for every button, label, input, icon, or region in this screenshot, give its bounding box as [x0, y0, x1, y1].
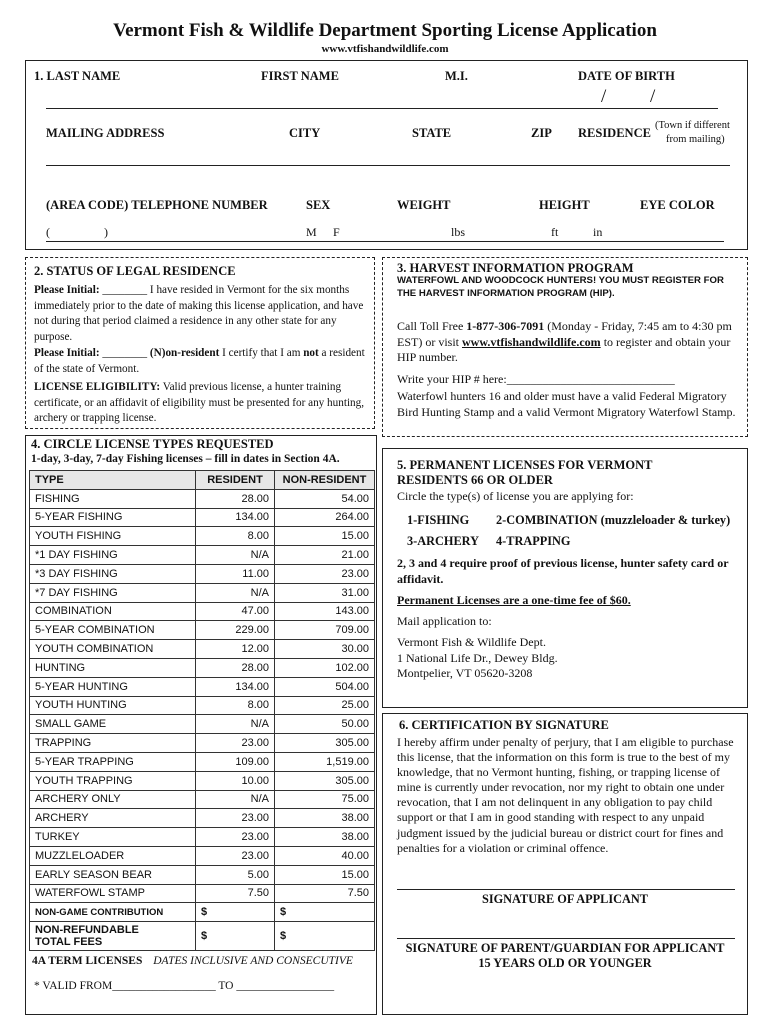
resident-initial-label: Please Initial:: [34, 284, 100, 296]
permanent-fee-note: Permanent Licenses are a one-time fee of $60.: [397, 593, 631, 607]
resident-fee-cell: 47.00: [196, 602, 275, 621]
nonresident-fee-cell: 143.00: [275, 602, 375, 621]
nonresident-label: (N)on-resident: [149, 347, 220, 359]
term-licenses-label: 4A TERM LICENSES: [32, 955, 143, 967]
resident-fee-cell: 23.00: [196, 846, 275, 865]
license-type-cell: 5-YEAR FISHING: [30, 508, 196, 527]
resident-fee-cell: 229.00: [196, 621, 275, 640]
table-row[interactable]: [30, 884, 375, 903]
lbs-unit: lbs: [451, 225, 466, 239]
nonresident-fee-cell: 30.00: [275, 640, 375, 659]
eye-color-label: EYE COLOR: [640, 198, 715, 212]
hip-number-field[interactable]: ____________________________: [506, 372, 675, 386]
phone-paren-close: ): [104, 225, 108, 239]
mail-application-label: Mail application to:: [397, 614, 492, 628]
phone-label: (AREA CODE) TELEPHONE NUMBER: [46, 198, 268, 212]
nongame-nonresident-field[interactable]: $: [275, 903, 375, 922]
nonresident-paragraph: [34, 346, 368, 377]
nonresident-initial-label: Please Initial:: [34, 347, 100, 359]
license-fee-table: [29, 470, 375, 951]
resident-fee-cell: 109.00: [196, 752, 275, 771]
license-type-cell: EARLY SEASON BEAR: [30, 865, 196, 884]
nonresident-initial-field[interactable]: ________: [102, 347, 148, 359]
nongame-row[interactable]: [30, 903, 375, 922]
hip-warning: WATERFOWL AND WOODCOCK HUNTERS! YOU MUST REGISTER FOR THE HARVEST INFORMATION PROGRAM (HIP).: [397, 275, 724, 299]
nonresident-fee-cell: 102.00: [275, 658, 375, 677]
parent-signature-line[interactable]: [397, 938, 735, 939]
total-fees-resident[interactable]: $: [196, 922, 275, 951]
license-type-cell: YOUTH TRAPPING: [30, 771, 196, 790]
col-type-header: TYPE: [30, 471, 196, 490]
last-name-label: 1. LAST NAME: [34, 69, 121, 83]
license-type-cell: 5-YEAR COMBINATION: [30, 621, 196, 640]
table-row[interactable]: [30, 508, 375, 527]
license-type-cell: *1 DAY FISHING: [30, 546, 196, 565]
city-label: CITY: [289, 126, 321, 140]
table-row[interactable]: [30, 790, 375, 809]
phone-info-input-line[interactable]: [46, 241, 724, 242]
zip-label: ZIP: [531, 126, 552, 140]
height-label: HEIGHT: [539, 198, 590, 212]
nonresident-fee-cell: 54.00: [275, 489, 375, 508]
resident-fee-cell: 28.00: [196, 489, 275, 508]
valid-to-label: TO: [218, 980, 234, 992]
state-label: STATE: [412, 126, 452, 140]
term-licenses-note: DATES INCLUSIVE AND CONSECUTIVE: [153, 955, 353, 967]
applicant-signature-line[interactable]: [397, 889, 735, 890]
hip-call-a: Call Toll Free: [397, 319, 464, 333]
nonresident-text-a: I certify that I am: [222, 347, 301, 359]
license-type-cell: FISHING: [30, 489, 196, 508]
applicant-signature-label: SIGNATURE OF APPLICANT: [481, 892, 649, 906]
certification-text: I hereby affirm under penalty of perjury, that I am eligible to purchase this license, that the information on this form is true to the best of my knowledge, that no Vermont hunting, fishing, or trapping license of mine is currently under revocation, nor my right to obtain one under revocation, that I am not delinquent in any obligation to pay child support or that I am in good standing with respect to any unpaid judgment issued by the judicial bureau or district court for fines and penalties for a violation or criminal offence.: [397, 735, 734, 855]
hip-call-b: (Monday - Friday, 7:45 am to 4:30 pm EST) or visit: [397, 319, 732, 349]
license-type-cell: WATERFOWL STAMP: [30, 884, 196, 903]
dob-slash-2: /: [650, 86, 656, 107]
nonresident-fee-cell: 305.00: [275, 734, 375, 753]
resident-fee-cell: 10.00: [196, 771, 275, 790]
nonresident-fee-cell: 1,519.00: [275, 752, 375, 771]
permanent-archery-option[interactable]: 3-ARCHERY: [407, 534, 479, 548]
ft-unit: ft: [551, 225, 559, 239]
hip-phone-number[interactable]: 1-877-306-7091: [466, 319, 545, 333]
mailing-address-label: MAILING ADDRESS: [46, 126, 165, 140]
valid-dates-row: [34, 980, 334, 992]
table-row[interactable]: [30, 602, 375, 621]
total-fees-label-2: TOTAL FEES: [35, 936, 103, 949]
valid-to-field[interactable]: _________________: [236, 980, 335, 992]
license-type-cell: YOUTH HUNTING: [30, 696, 196, 715]
resident-fee-cell: 134.00: [196, 508, 275, 527]
residence-label: RESIDENCE: [578, 126, 651, 140]
table-header-row: [30, 471, 375, 490]
nonresident-fee-cell: 21.00: [275, 546, 375, 565]
license-type-cell: TRAPPING: [30, 734, 196, 753]
hip-call-paragraph: [397, 319, 741, 366]
section-2-heading: 2. STATUS OF LEGAL RESIDENCE: [34, 264, 236, 278]
total-fees-row: [30, 922, 375, 951]
nonresident-fee-cell: 504.00: [275, 677, 375, 696]
hip-call-c: to register and obtain your HIP number.: [397, 334, 731, 365]
table-row[interactable]: [30, 583, 375, 602]
resident-fee-cell: 23.00: [196, 828, 275, 847]
section-5-heading-2: RESIDENTS 66 OR OLDER: [397, 473, 553, 487]
weight-label: WEIGHT: [397, 198, 451, 212]
table-row[interactable]: [30, 546, 375, 565]
nonresident-fee-cell: 23.00: [275, 564, 375, 583]
residence-note-1: (Town if different: [655, 120, 730, 131]
resident-fee-cell: 28.00: [196, 658, 275, 677]
license-table-body: [30, 489, 375, 903]
section-4-subheading: 1-day, 3-day, 7-day Fishing licenses – fill in dates in Section 4A.: [31, 453, 340, 465]
table-row[interactable]: [30, 846, 375, 865]
nonresident-fee-cell: 305.00: [275, 771, 375, 790]
col-nonresident-header: NON-RESIDENT: [275, 471, 375, 490]
dob-label: DATE OF BIRTH: [578, 69, 675, 83]
resident-fee-cell: 5.00: [196, 865, 275, 884]
section-5-heading-1: 5. PERMANENT LICENSES FOR VERMONT: [397, 458, 653, 472]
resident-fee-cell: 8.00: [196, 527, 275, 546]
license-type-cell: YOUTH COMBINATION: [30, 640, 196, 659]
total-fees-label: [30, 922, 196, 951]
table-row[interactable]: [30, 809, 375, 828]
resident-fee-cell: 7.50: [196, 884, 275, 903]
table-row[interactable]: [30, 564, 375, 583]
license-type-cell: 5-YEAR HUNTING: [30, 677, 196, 696]
table-row[interactable]: [30, 752, 375, 771]
resident-fee-cell: 23.00: [196, 734, 275, 753]
permanent-proof-note: 2, 3 and 4 require proof of previous license, hunter safety card or affidavit.: [397, 556, 729, 586]
nonresident-fee-cell: 25.00: [275, 696, 375, 715]
section-6-heading: 6. CERTIFICATION BY SIGNATURE: [399, 718, 609, 732]
sex-f-option[interactable]: F: [333, 225, 340, 239]
section-4-heading: 4. CIRCLE LICENSE TYPES REQUESTED: [31, 437, 274, 451]
nonresident-fee-cell: 50.00: [275, 715, 375, 734]
resident-fee-cell: N/A: [196, 715, 275, 734]
name-dob-input-line[interactable]: [46, 108, 718, 109]
mi-label: M.I.: [445, 69, 468, 83]
license-type-cell: HUNTING: [30, 658, 196, 677]
resident-fee-cell: N/A: [196, 546, 275, 565]
eligibility-paragraph: [34, 380, 368, 427]
license-type-cell: *7 DAY FISHING: [30, 583, 196, 602]
license-type-cell: MUZZLELOADER: [30, 846, 196, 865]
col-resident-header: RESIDENT: [196, 471, 275, 490]
nonresident-fee-cell: 15.00: [275, 865, 375, 884]
table-row[interactable]: [30, 640, 375, 659]
license-type-cell: SMALL GAME: [30, 715, 196, 734]
mail-address-line-2: 1 National Life Dr., Dewey Bldg.: [397, 651, 558, 665]
total-fees-nonresident[interactable]: $: [275, 922, 375, 951]
table-row[interactable]: [30, 715, 375, 734]
nonresident-fee-cell: 38.00: [275, 809, 375, 828]
hip-website-link[interactable]: www.vtfishandwildlife.com: [462, 334, 601, 349]
nonresident-fee-cell: 15.00: [275, 527, 375, 546]
table-row[interactable]: [30, 527, 375, 546]
nonresident-fee-cell: 264.00: [275, 508, 375, 527]
nonresident-fee-cell: 40.00: [275, 846, 375, 865]
resident-fee-cell: 11.00: [196, 564, 275, 583]
table-row[interactable]: [30, 734, 375, 753]
table-row[interactable]: [30, 865, 375, 884]
first-name-label: FIRST NAME: [261, 69, 339, 83]
stamp-paragraph: Waterfowl hunters 16 and older must have a valid Federal Migratory Bird Hunting Stamp and a valid Vermont Migratory Waterfowl Stamp.: [397, 389, 736, 419]
nonresident-not: not: [303, 347, 319, 359]
permanent-fishing-option[interactable]: 1-FISHING: [407, 513, 470, 527]
in-unit: in: [593, 225, 603, 239]
license-type-cell: *3 DAY FISHING: [30, 564, 196, 583]
license-type-cell: TURKEY: [30, 828, 196, 847]
table-row[interactable]: [30, 658, 375, 677]
valid-from-field[interactable]: __________________: [112, 980, 216, 992]
sex-m-option[interactable]: M: [306, 225, 317, 239]
valid-from-label: * VALID FROM: [34, 980, 113, 992]
license-type-cell: 5-YEAR TRAPPING: [30, 752, 196, 771]
license-type-cell: COMBINATION: [30, 602, 196, 621]
form-title: Vermont Fish & Wildlife Department Sporting License Application: [113, 20, 657, 41]
table-row[interactable]: [30, 677, 375, 696]
section-1-personal-info: [25, 60, 748, 250]
mail-address-line-1: Vermont Fish & Wildlife Dept.: [397, 635, 546, 649]
term-licenses-row: [32, 955, 353, 967]
section-5-instructions: Circle the type(s) of license you are applying for:: [397, 489, 634, 503]
resident-fee-cell: 134.00: [196, 677, 275, 696]
table-row[interactable]: [30, 696, 375, 715]
resident-initial-field[interactable]: ________: [102, 284, 148, 296]
parent-signature-label-1: SIGNATURE OF PARENT/GUARDIAN FOR APPLICANT: [405, 941, 725, 955]
resident-fee-cell: 12.00: [196, 640, 275, 659]
license-type-cell: ARCHERY ONLY: [30, 790, 196, 809]
resident-fee-cell: N/A: [196, 790, 275, 809]
dob-slash-1: /: [601, 86, 607, 107]
permanent-combination-option[interactable]: 2-COMBINATION (muzzleloader & turkey): [496, 513, 731, 527]
resident-text: I have resided in Vermont for the six months immediately prior to the date of making this license application, and have not during that period claimed a residence in any other state for any purpose.: [34, 284, 364, 343]
hip-number-label: Write your HIP # here:: [397, 372, 507, 386]
nonresident-fee-cell: 7.50: [275, 884, 375, 903]
mail-address-line-3: Montpelier, VT 05620-3208: [397, 666, 533, 680]
address-input-line[interactable]: [46, 165, 730, 166]
nonresident-fee-cell: 31.00: [275, 583, 375, 602]
table-row[interactable]: [30, 771, 375, 790]
sex-label: SEX: [306, 198, 331, 212]
resident-fee-cell: 8.00: [196, 696, 275, 715]
nonresident-fee-cell: 75.00: [275, 790, 375, 809]
header-url[interactable]: www.vtfishandwildlife.com: [321, 43, 449, 55]
resident-fee-cell: 23.00: [196, 809, 275, 828]
table-row[interactable]: [30, 828, 375, 847]
hip-number-row: [397, 372, 741, 388]
table-row[interactable]: [30, 621, 375, 640]
resident-paragraph: [34, 283, 368, 345]
table-row[interactable]: [30, 489, 375, 508]
nonresident-text-b: a resident of the state of Vermont.: [34, 347, 365, 375]
resident-fee-cell: N/A: [196, 583, 275, 602]
section-3-heading: 3. HARVEST INFORMATION PROGRAM: [397, 261, 634, 275]
eligibility-label: LICENSE ELIGIBILITY:: [34, 381, 161, 393]
phone-paren-open: (: [46, 225, 50, 239]
nongame-resident-field[interactable]: $: [196, 903, 275, 922]
permanent-trapping-option[interactable]: 4-TRAPPING: [496, 534, 571, 548]
eligibility-text: Valid previous license, a hunter training certificate, or an affidavit of eligibility must be presented for any hunting, archery or trapping license.: [34, 381, 365, 424]
total-fees-label-1: NON-REFUNDABLE: [35, 924, 139, 937]
license-type-cell: YOUTH FISHING: [30, 527, 196, 546]
nonresident-fee-cell: 38.00: [275, 828, 375, 847]
license-type-cell: ARCHERY: [30, 809, 196, 828]
parent-signature-label-2: 15 YEARS OLD OR YOUNGER: [478, 956, 652, 970]
residence-note-2: from mailing): [666, 134, 725, 145]
nongame-label: NON-GAME CONTRIBUTION: [30, 903, 196, 922]
nonresident-fee-cell: 709.00: [275, 621, 375, 640]
